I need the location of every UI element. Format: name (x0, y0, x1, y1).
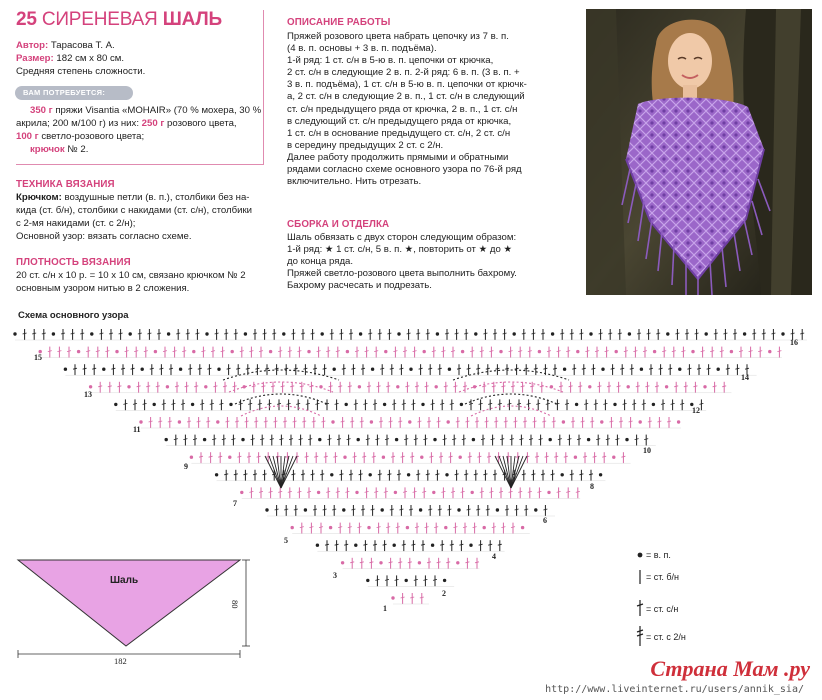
chain-stitch (396, 385, 399, 388)
chain-stitch (405, 579, 408, 582)
density-line-1: 20 ст. с/н х 10 р. = 10 х 10 см, связано крючком № 2 (16, 270, 246, 281)
chain-stitch (420, 456, 423, 459)
chain-stitch (443, 579, 446, 582)
technique-line-3: с 2-мя накидами (ст. с 2/н); (16, 218, 136, 229)
chain-stitch (167, 332, 170, 335)
chain-stitch (333, 368, 336, 371)
chain-stitch (418, 561, 421, 564)
chain-stitch (345, 403, 348, 406)
chain-stitch (304, 508, 307, 511)
chain-stitch (141, 368, 144, 371)
chain-stitch (366, 579, 369, 582)
technique-line-1: Крючком: воздушные петли (в. п.), столбики без на- (16, 192, 250, 203)
shawl-shape-diagram (14, 556, 264, 668)
chain-stitch (534, 508, 537, 511)
chain-stitch (423, 350, 426, 353)
chain-stitch (666, 332, 669, 335)
chain-stitch (628, 332, 631, 335)
chain-stitch (384, 350, 387, 353)
chain-stitch (178, 420, 181, 423)
chain-stitch (472, 438, 475, 441)
chain-stitch (653, 350, 656, 353)
fan-stitch (281, 456, 289, 488)
chain-stitch (367, 526, 370, 529)
chain-stitch (89, 385, 92, 388)
chain-stitch (165, 438, 168, 441)
site-watermark: Страна Мам .ру (650, 656, 810, 681)
chain-stitch (393, 544, 396, 547)
chain-stitch (139, 420, 142, 423)
chain-stitch (316, 544, 319, 547)
row-number: 13 (84, 390, 92, 399)
chain-stitch (330, 473, 333, 476)
chain-stitch (217, 368, 220, 371)
materials-side-rule (263, 10, 264, 165)
chain-stitch (355, 491, 358, 494)
chain-stitch (203, 438, 206, 441)
chain-stitch (154, 350, 157, 353)
chain-stitch (77, 350, 80, 353)
chain-stitch (677, 420, 680, 423)
article-title (16, 9, 222, 31)
chain-stitch (190, 456, 193, 459)
chain-stitch (291, 526, 294, 529)
chain-stitch (448, 368, 451, 371)
chain-stitch (406, 526, 409, 529)
chain-stitch (562, 420, 565, 423)
chain-stitch (576, 350, 579, 353)
chain-stitch (474, 332, 477, 335)
chain-stitch (179, 368, 182, 371)
chain-arch (235, 394, 327, 404)
chain-stitch (574, 456, 577, 459)
chain-arch (465, 394, 557, 404)
chain-stitch (678, 368, 681, 371)
chain-stitch (215, 473, 218, 476)
chain-stitch (395, 438, 398, 441)
chain-stitch (445, 473, 448, 476)
chain-stitch (409, 368, 412, 371)
chain-stitch (433, 438, 436, 441)
assembly-text: Шаль обвязать с двух сторон следующим образом: 1-й ряд: ★ 1 ст. с/н, 5 в. п. ★, повторить от ★ до ★ до конца ряда. Пряжей светло-розового цвета выполнить бахрому. Бахрому расчесать и подрезать. (287, 232, 517, 292)
chain-stitch (471, 491, 474, 494)
legend-ch: = в. п. (646, 550, 671, 560)
chain-stitch (317, 491, 320, 494)
chain-stitch (587, 438, 590, 441)
row-number: 10 (643, 446, 651, 455)
chain-stitch (625, 438, 628, 441)
chain-stitch (781, 332, 784, 335)
chain-stitch (90, 332, 93, 335)
chain-stitch (382, 456, 385, 459)
chain-stitch (563, 368, 566, 371)
chain-stitch (358, 385, 361, 388)
row-number: 16 (790, 338, 798, 347)
chain-stitch (447, 420, 450, 423)
chain-stitch (601, 368, 604, 371)
chain-stitch (444, 526, 447, 529)
chain-stitch (204, 385, 207, 388)
chain-stitch (431, 544, 434, 547)
chain-arch (241, 406, 321, 416)
chain-stitch (331, 420, 334, 423)
chain-stitch (394, 491, 397, 494)
article-number: 25 (16, 9, 37, 30)
chain-stitch (102, 368, 105, 371)
source-url[interactable]: http://www.liveinternet.ru/users/annik_sia/ (545, 684, 804, 695)
chain-stitch (244, 332, 247, 335)
chain-stitch (381, 508, 384, 511)
chain-stitch (127, 385, 130, 388)
chain-stitch (341, 561, 344, 564)
chain-stitch (705, 332, 708, 335)
row-number: 15 (34, 353, 42, 362)
chain-stitch (166, 385, 169, 388)
chain-stitch (768, 350, 771, 353)
chain-stitch (379, 561, 382, 564)
shawl-photo (586, 9, 812, 295)
chain-stitch (461, 350, 464, 353)
row-number: 11 (133, 425, 141, 434)
chain-stitch (13, 332, 16, 335)
materials-line-3: 100 г светло-розового цвета; (16, 131, 145, 142)
title-light: СИРЕНЕВАЯ (41, 9, 158, 30)
chain-stitch (265, 508, 268, 511)
chain-stitch (436, 332, 439, 335)
chain-stitch (383, 403, 386, 406)
chain-stitch (114, 403, 117, 406)
technique-line-4: Основной узор: вязать согласно схеме. (16, 231, 192, 242)
row-number: 8 (590, 482, 594, 491)
chain-stitch (483, 526, 486, 529)
size-line: Размер: 182 см х 80 см. (16, 53, 125, 64)
chain-stitch (240, 491, 243, 494)
chain-stitch (588, 385, 591, 388)
row-number: 9 (184, 462, 188, 471)
chain-stitch (469, 544, 472, 547)
chain-stitch (627, 385, 630, 388)
legend-tr: = ст. с 2/н (646, 632, 686, 642)
chain-stitch (717, 368, 720, 371)
chain-stitch (307, 350, 310, 353)
chain-stitch (743, 332, 746, 335)
chain-stitch (408, 420, 411, 423)
chain-stitch (691, 350, 694, 353)
chain-stitch (241, 438, 244, 441)
assembly-heading: СБОРКА И ОТДЕЛКА (287, 219, 390, 230)
chain-stitch (456, 561, 459, 564)
chain-stitch (370, 420, 373, 423)
chain-stitch (496, 508, 499, 511)
chain-stitch (192, 350, 195, 353)
chain-stitch (369, 473, 372, 476)
chain-stitch (615, 350, 618, 353)
chain-stitch (499, 350, 502, 353)
chain-stitch (343, 456, 346, 459)
chain-stitch (612, 456, 615, 459)
chain-stitch (600, 420, 603, 423)
chain-stitch (216, 420, 219, 423)
chain-stitch (421, 403, 424, 406)
chain-stitch (371, 368, 374, 371)
chain-stitch (561, 473, 564, 476)
chain-stitch (551, 332, 554, 335)
shape-height: 80 (230, 600, 240, 609)
chain-stitch (153, 403, 156, 406)
chain-stitch (435, 385, 438, 388)
chain-stitch (730, 350, 733, 353)
chain-stitch (575, 403, 578, 406)
density-heading: ПЛОТНОСТЬ ВЯЗАНИЯ (16, 257, 131, 268)
chain-stitch (346, 350, 349, 353)
chain-stitch (538, 350, 541, 353)
row-number: 6 (543, 516, 547, 525)
chain-stitch (329, 526, 332, 529)
legend-sc: = ст. б/н (646, 572, 680, 582)
chain-stitch (115, 350, 118, 353)
chain-stitch (52, 332, 55, 335)
materials-divider (16, 164, 263, 165)
row-number: 4 (492, 552, 496, 561)
shape-label: Шаль (110, 575, 139, 586)
chain-stitch (460, 403, 463, 406)
chain-stitch (589, 332, 592, 335)
chain-stitch (191, 403, 194, 406)
chain-stitch (318, 438, 321, 441)
row-number: 3 (333, 571, 337, 580)
materials-line-4: крючок № 2. (30, 144, 89, 155)
chain-stitch (613, 403, 616, 406)
chain-stitch (357, 438, 360, 441)
chain-stitch (703, 385, 706, 388)
chain-arch (471, 406, 551, 416)
work-text: Пряжей розового цвета набрать цепочку из 7 в. п. (4 в. п. основы + 3 в. п. подъёма). 1-й ряд: 1 ст. с/н в 5-ю в. п. цепочки от крючка, 2 ст. с/н в следующие 2 в. п. 2-й ряд: 6 в. п. (3 в. п. + 3 в. п. подъёма), 1 ст. с/н в 5-ю в. п. цепочки от крючк- а, 2 ст. с/н в следующие 2 в. п., 1 ст. с/н в следующий ст. с/н предыдущего ряда от крючка, 2 в. п., 1 ст. с/н в следующий ст. с/н предыдущего ряда от крючка, 1 ст. с/н в основание предыдущего ст. с/н, 2 ст. с/н в середину предыдущих 2 ст. с 2/н. Далее работу продолжить прямыми и обратными рядами согласно схеме основного узора по 76-й ряд включительно. Нить отрезать. (287, 31, 527, 188)
fan-stitch (511, 456, 519, 488)
shawl-triangle-svg (14, 556, 264, 668)
technique-line-2: кида (ст. б/н), столбики с накидами (ст. с/н), столбики (16, 205, 253, 216)
chain-stitch (129, 332, 132, 335)
row-number: 1 (383, 604, 387, 613)
chain-stitch (639, 420, 642, 423)
chain-stitch (513, 332, 516, 335)
chain-stitch (282, 332, 285, 335)
chart-legend (636, 548, 766, 648)
chain-stitch (432, 491, 435, 494)
chain-stitch (64, 368, 67, 371)
chain-icon (638, 553, 643, 558)
chain-stitch (521, 526, 524, 529)
title-bold: ШАЛЬ (162, 9, 222, 30)
chain-stitch (321, 332, 324, 335)
density-line-2: основным узором нитью в 2 сложения. (16, 283, 190, 294)
chain-stitch (269, 350, 272, 353)
chain-stitch (549, 438, 552, 441)
chain-stitch (229, 403, 232, 406)
row-number: 5 (284, 536, 288, 545)
chain-stitch (459, 456, 462, 459)
chain-stitch (547, 491, 550, 494)
technique-heading: ТЕХНИКА ВЯЗАНИЯ (16, 179, 115, 190)
legend-dc: = ст. с/н (646, 604, 679, 614)
chain-stitch (342, 508, 345, 511)
chain-stitch (665, 385, 668, 388)
chain-stitch (407, 473, 410, 476)
chain-stitch (359, 332, 362, 335)
chain-stitch (228, 456, 231, 459)
chain-stitch (419, 508, 422, 511)
materials-line-1: 350 г пряжи Visantia «MOHAIR» (70 % мохера, 30 % (30, 105, 262, 116)
model-illustration (586, 9, 812, 295)
row-number: 12 (692, 406, 700, 415)
chain-stitch (640, 368, 643, 371)
author-line: Автор: Тарасова Т. А. (16, 40, 115, 51)
chain-stitch (205, 332, 208, 335)
materials-line-2: акрила; 200 м/100 г) из них: 250 г розового цвета, (16, 118, 237, 129)
chain-stitch (354, 544, 357, 547)
chain-stitch (397, 332, 400, 335)
chain-stitch (391, 596, 394, 599)
chain-stitch (599, 473, 602, 476)
row-number: 14 (741, 373, 749, 382)
shape-width: 182 (114, 656, 127, 666)
chain-stitch (652, 403, 655, 406)
scheme-title: Схема основного узора (18, 310, 129, 321)
work-heading: ОПИСАНИЕ РАБОТЫ (287, 17, 391, 28)
difficulty-line: Средняя степень сложности. (16, 66, 146, 77)
row-number: 2 (442, 589, 446, 598)
materials-badge: ВАМ ПОТРЕБУЕТСЯ: (15, 86, 133, 100)
chain-stitch (457, 508, 460, 511)
row-number: 7 (233, 499, 237, 508)
chain-stitch (231, 350, 234, 353)
